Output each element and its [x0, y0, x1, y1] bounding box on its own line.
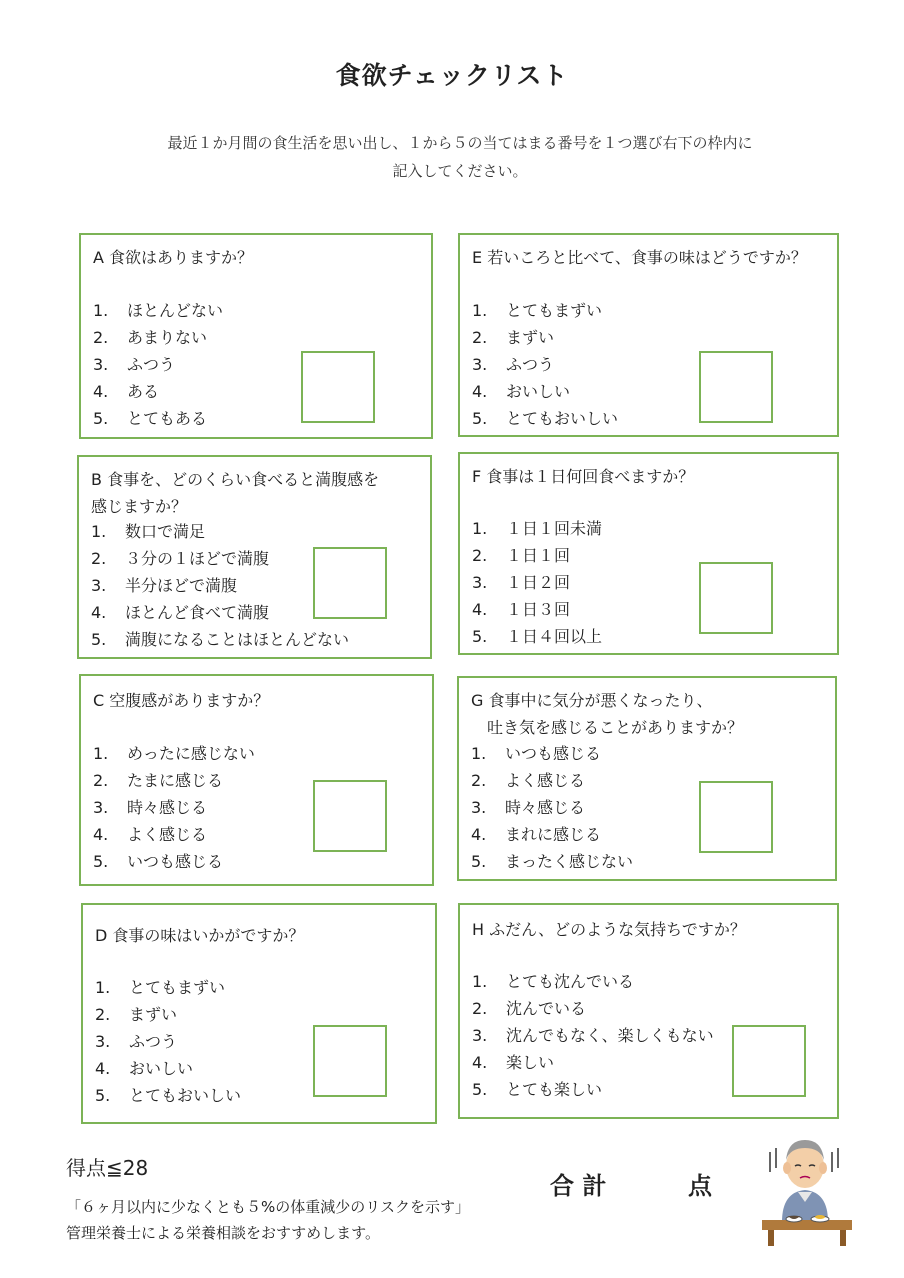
option-5: 5. とてもおいしい	[472, 409, 619, 428]
question-card-c	[79, 674, 434, 886]
question-card-b	[77, 455, 432, 659]
answer-box-b[interactable]	[313, 547, 387, 619]
option-4: 4. まれに感じる	[471, 825, 602, 844]
score-note-2: 管理栄養士による栄養相談をおすすめします。	[66, 1224, 380, 1242]
option-4: 4. よく感じる	[93, 825, 208, 844]
answer-box-g[interactable]	[699, 781, 773, 853]
question-title: E 若いころと比べて、食事の味はどうですか？	[472, 248, 807, 267]
option-2: 2. あまりない	[93, 328, 208, 347]
answer-box-e[interactable]	[699, 351, 773, 423]
question-title: F 食事は１日何回食べますか？	[472, 467, 695, 486]
option-1: 1. とてもまずい	[472, 301, 603, 320]
question-card-f	[458, 452, 839, 655]
question-title: H ふだん、どのような気持ちですか？	[472, 920, 746, 939]
question-title: D 食事の味はいかがですか？	[95, 926, 305, 945]
option-3: 3. １日２回	[472, 573, 571, 592]
question-title: G 食事中に気分が悪くなったり、	[471, 691, 713, 710]
option-3: 3. 半分ほどで満腹	[91, 576, 238, 595]
option-1: 1. めったに感じない	[93, 744, 255, 763]
option-1: 1. 数口で満足	[91, 522, 206, 541]
answer-box-a[interactable]	[301, 351, 375, 423]
option-1: 1. とても沈んでいる	[472, 972, 635, 991]
question-card-e	[458, 233, 839, 437]
option-3: 3. 沈んでもなく、楽しくもない	[472, 1026, 714, 1045]
question-card-h	[458, 903, 839, 1119]
option-2: 2. まずい	[472, 328, 555, 347]
page-title: 食欲チェックリスト	[335, 61, 569, 90]
question-card-a	[79, 233, 433, 439]
option-3: 3. ふつう	[93, 355, 176, 374]
option-5: 5. まったく感じない	[471, 852, 634, 871]
option-5: 5. いつも感じる	[93, 852, 224, 871]
answer-box-h[interactable]	[732, 1025, 806, 1097]
option-4: 4. ある	[93, 382, 160, 401]
option-3: 3. 時々感じる	[471, 798, 586, 817]
option-5: 5. とてもおいしい	[95, 1086, 242, 1105]
question-card-d	[81, 903, 437, 1124]
option-5: 5. とてもある	[93, 409, 208, 428]
option-2: 2. よく感じる	[471, 771, 586, 790]
question-title-line-2: 感じますか？	[91, 497, 188, 516]
option-5: 5. 満腹になることはほとんどない	[91, 630, 350, 649]
option-2: 2. たまに感じる	[93, 771, 224, 790]
option-3: 3. 時々感じる	[93, 798, 208, 817]
score-note-1: 「６ヶ月以内に少なくとも５%の体重減少のリスクを示す」	[66, 1198, 470, 1216]
answer-box-f[interactable]	[699, 562, 773, 634]
elderly-person-eating-icon	[760, 1130, 860, 1248]
option-1: 1. いつも感じる	[471, 744, 602, 763]
option-4: 4. １日３回	[472, 600, 571, 619]
question-card-g	[457, 676, 837, 881]
option-5: 5. とても楽しい	[472, 1080, 603, 1099]
option-1: 1. １日１回未満	[472, 519, 603, 538]
option-4: 4. おいしい	[95, 1059, 194, 1078]
option-1: 1. ほとんどない	[93, 301, 224, 320]
option-3: 3. ふつう	[472, 355, 555, 374]
question-title: C 空腹感がありますか？	[93, 691, 270, 710]
option-3: 3. ふつう	[95, 1032, 178, 1051]
score-threshold: 得点≦28	[66, 1156, 149, 1180]
option-2: 2. 沈んでいる	[472, 999, 587, 1018]
option-2: 2. ３分の１ほどで満腹	[91, 549, 270, 568]
instruction-line-1: 最近１か月間の食生活を思い出し、１から５の当てはまる番号を１つ選び右下の枠内に	[167, 134, 753, 152]
option-4: 4. ほとんど食べて満腹	[91, 603, 270, 622]
answer-box-d[interactable]	[313, 1025, 387, 1097]
total-unit: 点	[688, 1172, 712, 1200]
answer-box-c[interactable]	[313, 780, 387, 852]
option-2: 2. まずい	[95, 1005, 178, 1024]
option-4: 4. おいしい	[472, 382, 571, 401]
question-title: A 食欲はありますか？	[93, 248, 254, 267]
question-title-line-2: 吐き気を感じることがありますか？	[471, 718, 744, 737]
option-2: 2. １日１回	[472, 546, 571, 565]
instruction-line-2: 記入してください。	[392, 162, 528, 180]
option-1: 1. とてもまずい	[95, 978, 226, 997]
option-5: 5. １日４回以上	[472, 627, 603, 646]
option-4: 4. 楽しい	[472, 1053, 555, 1072]
question-title: B 食事を、どのくらい食べると満腹感を	[91, 470, 380, 489]
total-label: 合 計	[550, 1172, 607, 1200]
